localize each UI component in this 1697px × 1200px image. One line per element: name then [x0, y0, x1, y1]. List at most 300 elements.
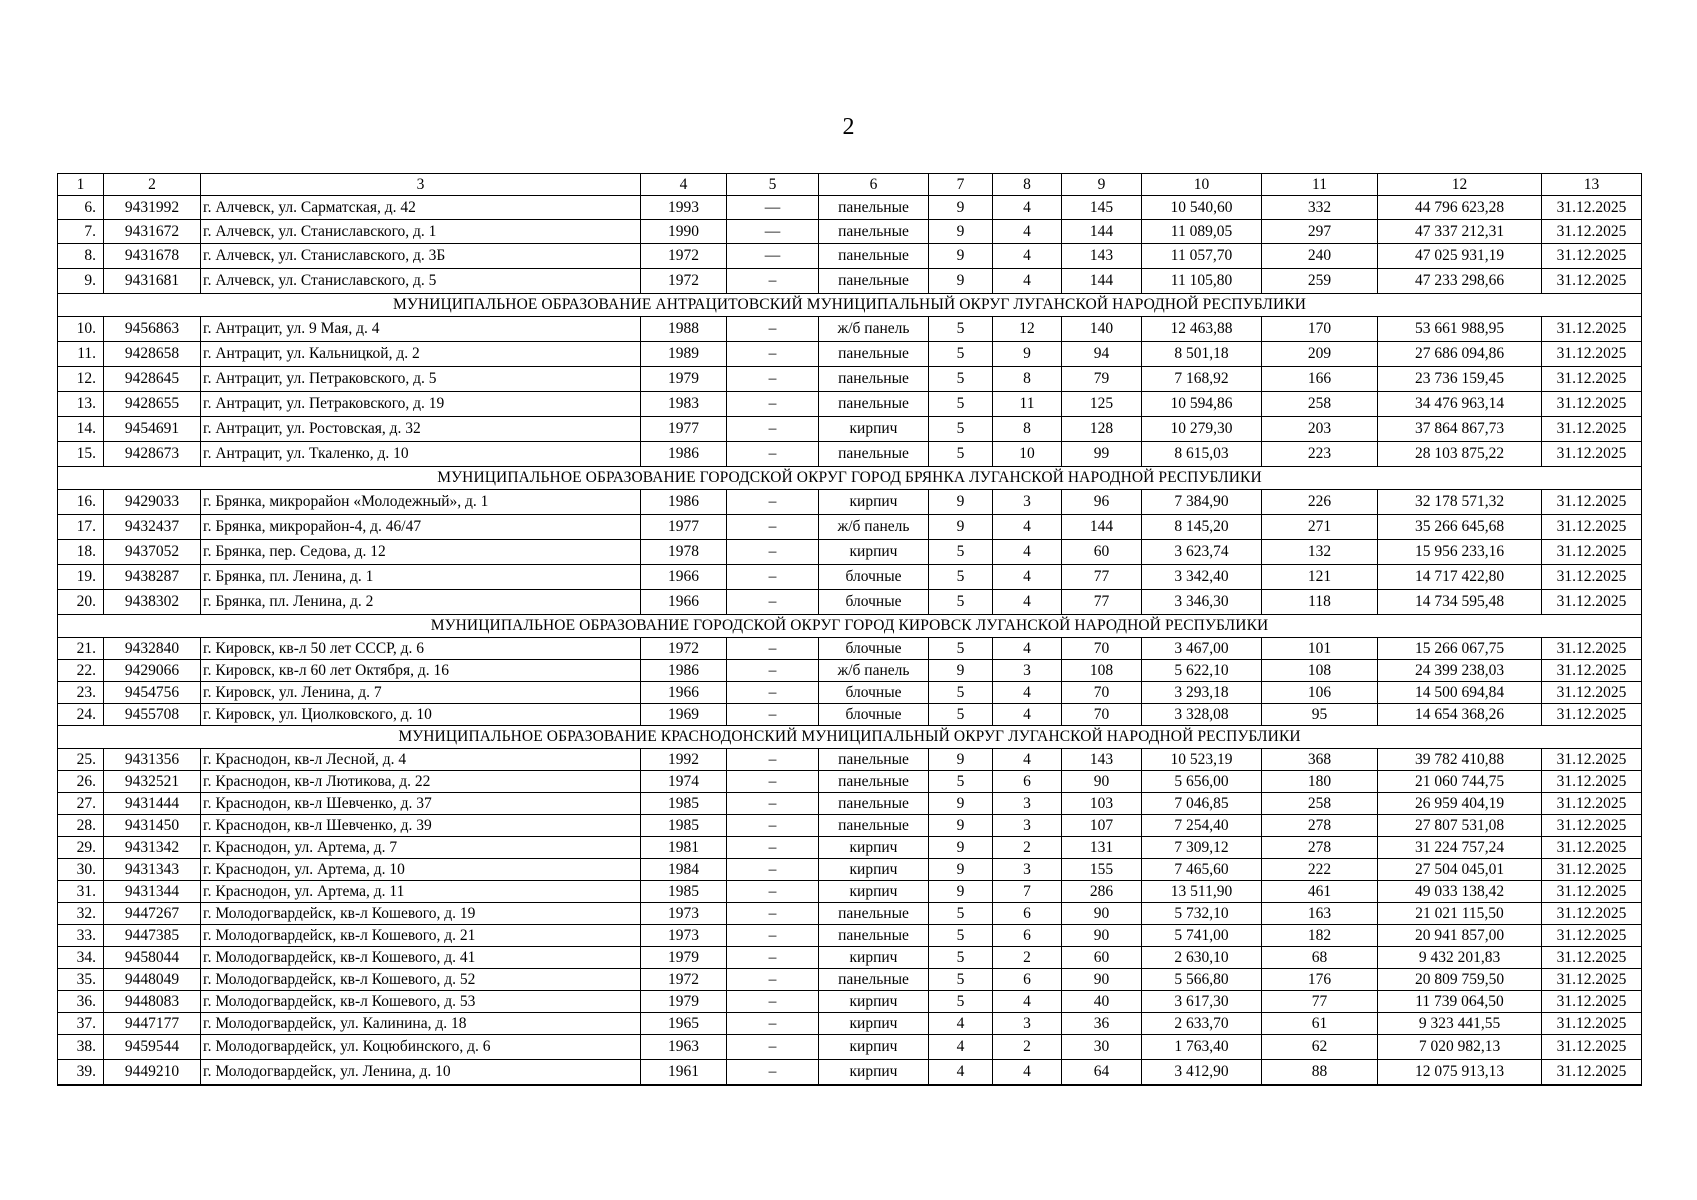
cell-deadline: 31.12.2025 — [1542, 540, 1642, 565]
table-row — [58, 682, 1642, 704]
cell-residents: 118 — [1262, 590, 1378, 615]
cell-cost: 14 717 422,80 — [1378, 565, 1542, 590]
cell-row-number: 15. — [58, 442, 104, 467]
cell-object-id: 9458044 — [104, 947, 201, 969]
cell-residents: 258 — [1262, 392, 1378, 417]
cell-deadline: 31.12.2025 — [1542, 342, 1642, 367]
cell-apartments: 144 — [1062, 269, 1142, 294]
cell-deadline: 31.12.2025 — [1542, 925, 1642, 947]
cell-object-id: 9431681 — [104, 269, 201, 294]
cell-row-number: 24. — [58, 704, 104, 726]
table-row — [58, 540, 1642, 565]
cell-deadline: 31.12.2025 — [1542, 367, 1642, 392]
cell-residents: 223 — [1262, 442, 1378, 467]
cell-year-reconstructed: – — [727, 590, 819, 615]
cell-wall-material: панельные — [819, 903, 929, 925]
cell-apartments: 286 — [1062, 881, 1142, 903]
cell-residents: 61 — [1262, 1013, 1378, 1035]
cell-address: г. Краснодон, кв-л Шевченко, д. 39 — [201, 815, 641, 837]
cell-object-id: 9428655 — [104, 392, 201, 417]
cell-area: 5 656,00 — [1142, 771, 1262, 793]
cell-year-reconstructed: – — [727, 793, 819, 815]
cell-area: 2 633,70 — [1142, 1013, 1262, 1035]
cell-year-reconstructed: – — [727, 1013, 819, 1035]
cell-address: г. Молодогвардейск, ул. Ленина, д. 10 — [201, 1060, 641, 1086]
cell-apartments: 107 — [1062, 815, 1142, 837]
cell-year-built: 1986 — [641, 442, 727, 467]
cell-residents: 278 — [1262, 837, 1378, 859]
cell-entrances: 4 — [993, 220, 1062, 244]
cell-residents: 163 — [1262, 903, 1378, 925]
cell-floors: 5 — [929, 392, 993, 417]
cell-address: г. Молодогвардейск, кв-л Кошевого, д. 19 — [201, 903, 641, 925]
cell-address: г. Молодогвардейск, ул. Коцюбинского, д. 6 — [201, 1035, 641, 1060]
cell-row-number: 19. — [58, 565, 104, 590]
cell-deadline: 31.12.2025 — [1542, 903, 1642, 925]
cell-year-built: 1966 — [641, 682, 727, 704]
cell-floors: 4 — [929, 1035, 993, 1060]
cell-apartments: 77 — [1062, 565, 1142, 590]
cell-wall-material: панельные — [819, 367, 929, 392]
cell-wall-material: ж/б панель — [819, 515, 929, 540]
cell-year-reconstructed: – — [727, 660, 819, 682]
section-header — [58, 615, 1642, 638]
cell-residents: 271 — [1262, 515, 1378, 540]
table-row — [58, 417, 1642, 442]
cell-residents: 209 — [1262, 342, 1378, 367]
cell-row-number: 37. — [58, 1013, 104, 1035]
cell-year-built: 1972 — [641, 244, 727, 269]
cell-year-built: 1983 — [641, 392, 727, 417]
cell-apartments: 144 — [1062, 220, 1142, 244]
cell-address: г. Краснодон, кв-л Лесной, д. 4 — [201, 749, 641, 771]
cell-row-number: 20. — [58, 590, 104, 615]
cell-wall-material: панельные — [819, 925, 929, 947]
cell-floors: 9 — [929, 244, 993, 269]
cell-year-reconstructed: – — [727, 704, 819, 726]
cell-cost: 31 224 757,24 — [1378, 837, 1542, 859]
cell-year-reconstructed: – — [727, 317, 819, 342]
cell-cost: 20 809 759,50 — [1378, 969, 1542, 991]
cell-floors: 5 — [929, 925, 993, 947]
cell-deadline: 31.12.2025 — [1542, 749, 1642, 771]
cell-wall-material: блочные — [819, 704, 929, 726]
cell-area: 3 623,74 — [1142, 540, 1262, 565]
cell-object-id: 9429033 — [104, 490, 201, 515]
column-header-apartments: 9 — [1062, 174, 1142, 196]
cell-deadline: 31.12.2025 — [1542, 771, 1642, 793]
cell-object-id: 9437052 — [104, 540, 201, 565]
cell-cost: 26 959 404,19 — [1378, 793, 1542, 815]
cell-apartments: 77 — [1062, 590, 1142, 615]
cell-entrances: 4 — [993, 749, 1062, 771]
cell-wall-material: блочные — [819, 590, 929, 615]
cell-apartments: 96 — [1062, 490, 1142, 515]
cell-apartments: 143 — [1062, 244, 1142, 269]
cell-area: 5 566,80 — [1142, 969, 1262, 991]
cell-residents: 101 — [1262, 638, 1378, 660]
table-row — [58, 859, 1642, 881]
cell-apartments: 103 — [1062, 793, 1142, 815]
cell-year-reconstructed: – — [727, 269, 819, 294]
cell-cost: 47 337 212,31 — [1378, 220, 1542, 244]
column-header-row-number: 1 — [58, 174, 104, 196]
cell-address: г. Краснодон, ул. Артема, д. 7 — [201, 837, 641, 859]
cell-residents: 77 — [1262, 991, 1378, 1013]
cell-row-number: 23. — [58, 682, 104, 704]
table-row — [58, 793, 1642, 815]
table-row — [58, 925, 1642, 947]
cell-residents: 461 — [1262, 881, 1378, 903]
cell-object-id: 9438287 — [104, 565, 201, 590]
cell-entrances: 8 — [993, 417, 1062, 442]
cell-wall-material: кирпич — [819, 540, 929, 565]
cell-address: г. Кировск, кв-л 60 лет Октября, д. 16 — [201, 660, 641, 682]
cell-area: 3 346,30 — [1142, 590, 1262, 615]
cell-entrances: 9 — [993, 342, 1062, 367]
cell-object-id: 9459544 — [104, 1035, 201, 1060]
cell-row-number: 26. — [58, 771, 104, 793]
cell-area: 8 615,03 — [1142, 442, 1262, 467]
cell-row-number: 34. — [58, 947, 104, 969]
cell-wall-material: кирпич — [819, 947, 929, 969]
cell-cost: 14 734 595,48 — [1378, 590, 1542, 615]
cell-row-number: 11. — [58, 342, 104, 367]
cell-cost: 47 233 298,66 — [1378, 269, 1542, 294]
cell-floors: 5 — [929, 417, 993, 442]
cell-address: г. Антрацит, ул. 9 Мая, д. 4 — [201, 317, 641, 342]
cell-area: 12 463,88 — [1142, 317, 1262, 342]
cell-row-number: 39. — [58, 1060, 104, 1086]
cell-floors: 5 — [929, 771, 993, 793]
cell-apartments: 90 — [1062, 969, 1142, 991]
cell-residents: 297 — [1262, 220, 1378, 244]
cell-row-number: 33. — [58, 925, 104, 947]
cell-floors: 9 — [929, 515, 993, 540]
housing-table — [57, 173, 1642, 1086]
column-header-entrances: 8 — [993, 174, 1062, 196]
cell-row-number: 27. — [58, 793, 104, 815]
cell-deadline: 31.12.2025 — [1542, 1013, 1642, 1035]
cell-address: г. Алчевск, ул. Станиславского, д. 3Б — [201, 244, 641, 269]
cell-address: г. Антрацит, ул. Кальницкой, д. 2 — [201, 342, 641, 367]
cell-year-built: 1979 — [641, 991, 727, 1013]
cell-row-number: 18. — [58, 540, 104, 565]
cell-cost: 15 266 067,75 — [1378, 638, 1542, 660]
cell-row-number: 32. — [58, 903, 104, 925]
cell-entrances: 10 — [993, 442, 1062, 467]
cell-deadline: 31.12.2025 — [1542, 660, 1642, 682]
column-header-floors: 7 — [929, 174, 993, 196]
cell-entrances: 11 — [993, 392, 1062, 417]
cell-deadline: 31.12.2025 — [1542, 220, 1642, 244]
cell-year-reconstructed: – — [727, 367, 819, 392]
cell-year-built: 1986 — [641, 490, 727, 515]
table-row — [58, 771, 1642, 793]
cell-apartments: 155 — [1062, 859, 1142, 881]
cell-wall-material: кирпич — [819, 991, 929, 1013]
cell-row-number: 36. — [58, 991, 104, 1013]
cell-deadline: 31.12.2025 — [1542, 837, 1642, 859]
cell-object-id: 9431678 — [104, 244, 201, 269]
cell-address: г. Брянка, микрорайон-4, д. 46/47 — [201, 515, 641, 540]
cell-year-reconstructed: – — [727, 925, 819, 947]
cell-floors: 9 — [929, 881, 993, 903]
cell-entrances: 6 — [993, 903, 1062, 925]
section-header — [58, 726, 1642, 749]
cell-row-number: 21. — [58, 638, 104, 660]
cell-wall-material: кирпич — [819, 1060, 929, 1086]
cell-area: 10 523,19 — [1142, 749, 1262, 771]
cell-apartments: 140 — [1062, 317, 1142, 342]
cell-floors: 5 — [929, 590, 993, 615]
table-row — [58, 749, 1642, 771]
cell-object-id: 9429066 — [104, 660, 201, 682]
cell-area: 7 384,90 — [1142, 490, 1262, 515]
cell-entrances: 4 — [993, 540, 1062, 565]
cell-entrances: 6 — [993, 969, 1062, 991]
cell-residents: 332 — [1262, 196, 1378, 220]
cell-entrances: 3 — [993, 793, 1062, 815]
cell-area: 3 328,08 — [1142, 704, 1262, 726]
cell-residents: 226 — [1262, 490, 1378, 515]
cell-apartments: 128 — [1062, 417, 1142, 442]
cell-object-id: 9432521 — [104, 771, 201, 793]
cell-row-number: 12. — [58, 367, 104, 392]
table-row — [58, 1013, 1642, 1035]
cell-entrances: 8 — [993, 367, 1062, 392]
cell-year-built: 1974 — [641, 771, 727, 793]
cell-floors: 5 — [929, 682, 993, 704]
cell-year-built: 1965 — [641, 1013, 727, 1035]
cell-cost: 27 807 531,08 — [1378, 815, 1542, 837]
cell-address: г. Антрацит, ул. Петраковского, д. 19 — [201, 392, 641, 417]
cell-area: 7 465,60 — [1142, 859, 1262, 881]
cell-entrances: 12 — [993, 317, 1062, 342]
cell-cost: 37 864 867,73 — [1378, 417, 1542, 442]
cell-wall-material: кирпич — [819, 490, 929, 515]
cell-floors: 5 — [929, 969, 993, 991]
cell-object-id: 9428658 — [104, 342, 201, 367]
cell-cost: 35 266 645,68 — [1378, 515, 1542, 540]
cell-floors: 9 — [929, 220, 993, 244]
cell-address: г. Кировск, кв-л 50 лет СССР, д. 6 — [201, 638, 641, 660]
section-header — [58, 467, 1642, 490]
table-row — [58, 590, 1642, 615]
cell-entrances: 4 — [993, 269, 1062, 294]
cell-object-id: 9431356 — [104, 749, 201, 771]
cell-area: 2 630,10 — [1142, 947, 1262, 969]
cell-year-built: 1990 — [641, 220, 727, 244]
cell-cost: 39 782 410,88 — [1378, 749, 1542, 771]
cell-cost: 32 178 571,32 — [1378, 490, 1542, 515]
cell-address: г. Антрацит, ул. Ростовская, д. 32 — [201, 417, 641, 442]
column-header-address: 3 — [201, 174, 641, 196]
cell-cost: 27 686 094,86 — [1378, 342, 1542, 367]
cell-residents: 166 — [1262, 367, 1378, 392]
cell-apartments: 60 — [1062, 540, 1142, 565]
cell-apartments: 94 — [1062, 342, 1142, 367]
cell-floors: 4 — [929, 1060, 993, 1086]
cell-area: 7 046,85 — [1142, 793, 1262, 815]
cell-apartments: 40 — [1062, 991, 1142, 1013]
cell-area: 7 254,40 — [1142, 815, 1262, 837]
cell-year-built: 1973 — [641, 925, 727, 947]
cell-apartments: 70 — [1062, 704, 1142, 726]
cell-cost: 20 941 857,00 — [1378, 925, 1542, 947]
cell-year-built: 1972 — [641, 269, 727, 294]
table-row — [58, 815, 1642, 837]
cell-floors: 9 — [929, 749, 993, 771]
cell-wall-material: панельные — [819, 771, 929, 793]
page-number: 2 — [842, 114, 855, 140]
table-row — [58, 196, 1642, 220]
cell-floors: 9 — [929, 269, 993, 294]
cell-year-reconstructed: – — [727, 947, 819, 969]
cell-area: 3 293,18 — [1142, 682, 1262, 704]
cell-deadline: 31.12.2025 — [1542, 590, 1642, 615]
cell-object-id: 9431672 — [104, 220, 201, 244]
cell-residents: 121 — [1262, 565, 1378, 590]
cell-apartments: 30 — [1062, 1035, 1142, 1060]
cell-cost: 9 323 441,55 — [1378, 1013, 1542, 1035]
cell-object-id: 9454691 — [104, 417, 201, 442]
cell-entrances: 3 — [993, 660, 1062, 682]
cell-deadline: 31.12.2025 — [1542, 392, 1642, 417]
cell-floors: 5 — [929, 540, 993, 565]
cell-cost: 23 736 159,45 — [1378, 367, 1542, 392]
cell-row-number: 13. — [58, 392, 104, 417]
cell-apartments: 143 — [1062, 749, 1142, 771]
cell-object-id: 9431992 — [104, 196, 201, 220]
cell-address: г. Краснодон, ул. Артема, д. 10 — [201, 859, 641, 881]
cell-row-number: 22. — [58, 660, 104, 682]
table-row — [58, 638, 1642, 660]
cell-year-reconstructed: – — [727, 837, 819, 859]
cell-row-number: 7. — [58, 220, 104, 244]
cell-wall-material: панельные — [819, 969, 929, 991]
table-row — [58, 947, 1642, 969]
cell-deadline: 31.12.2025 — [1542, 815, 1642, 837]
cell-entrances: 4 — [993, 590, 1062, 615]
table-row — [58, 490, 1642, 515]
cell-floors: 5 — [929, 342, 993, 367]
cell-deadline: 31.12.2025 — [1542, 947, 1642, 969]
cell-year-reconstructed: – — [727, 442, 819, 467]
cell-floors: 9 — [929, 837, 993, 859]
cell-deadline: 31.12.2025 — [1542, 417, 1642, 442]
cell-floors: 5 — [929, 903, 993, 925]
cell-deadline: 31.12.2025 — [1542, 682, 1642, 704]
cell-apartments: 108 — [1062, 660, 1142, 682]
table-body — [58, 174, 1642, 1086]
cell-deadline: 31.12.2025 — [1542, 969, 1642, 991]
cell-row-number: 10. — [58, 317, 104, 342]
cell-floors: 9 — [929, 815, 993, 837]
cell-object-id: 9431343 — [104, 859, 201, 881]
cell-deadline: 31.12.2025 — [1542, 1035, 1642, 1060]
cell-year-built: 1973 — [641, 903, 727, 925]
cell-object-id: 9438302 — [104, 590, 201, 615]
cell-floors: 5 — [929, 367, 993, 392]
cell-cost: 9 432 201,83 — [1378, 947, 1542, 969]
cell-year-built: 1979 — [641, 367, 727, 392]
cell-wall-material: кирпич — [819, 837, 929, 859]
cell-address: г. Алчевск, ул. Станиславского, д. 1 — [201, 220, 641, 244]
table-row — [58, 881, 1642, 903]
cell-row-number: 6. — [58, 196, 104, 220]
cell-apartments: 60 — [1062, 947, 1142, 969]
cell-object-id: 9431344 — [104, 881, 201, 903]
cell-residents: 108 — [1262, 660, 1378, 682]
cell-year-built: 1981 — [641, 837, 727, 859]
cell-floors: 9 — [929, 859, 993, 881]
cell-address: г. Кировск, ул. Ленина, д. 7 — [201, 682, 641, 704]
cell-deadline: 31.12.2025 — [1542, 881, 1642, 903]
cell-wall-material: кирпич — [819, 1035, 929, 1060]
cell-year-built: 1985 — [641, 793, 727, 815]
cell-residents: 62 — [1262, 1035, 1378, 1060]
cell-row-number: 9. — [58, 269, 104, 294]
cell-year-reconstructed: – — [727, 392, 819, 417]
cell-floors: 5 — [929, 317, 993, 342]
cell-year-reconstructed: — — [727, 196, 819, 220]
cell-object-id: 9454756 — [104, 682, 201, 704]
column-header-row — [58, 174, 1642, 196]
cell-address: г. Брянка, микрорайон «Молодежный», д. 1 — [201, 490, 641, 515]
cell-deadline: 31.12.2025 — [1542, 638, 1642, 660]
cell-residents: 68 — [1262, 947, 1378, 969]
cell-deadline: 31.12.2025 — [1542, 1060, 1642, 1086]
cell-year-built: 1985 — [641, 815, 727, 837]
cell-year-built: 1993 — [641, 196, 727, 220]
cell-address: г. Брянка, пл. Ленина, д. 2 — [201, 590, 641, 615]
cell-year-reconstructed: – — [727, 903, 819, 925]
cell-apartments: 90 — [1062, 771, 1142, 793]
cell-area: 3 342,40 — [1142, 565, 1262, 590]
cell-area: 5 741,00 — [1142, 925, 1262, 947]
cell-object-id: 9447385 — [104, 925, 201, 947]
table-row — [58, 392, 1642, 417]
cell-apartments: 145 — [1062, 196, 1142, 220]
cell-address: г. Брянка, пер. Седова, д. 12 — [201, 540, 641, 565]
cell-wall-material: кирпич — [819, 859, 929, 881]
cell-object-id: 9448049 — [104, 969, 201, 991]
cell-residents: 88 — [1262, 1060, 1378, 1086]
cell-year-built: 1961 — [641, 1060, 727, 1086]
cell-residents: 182 — [1262, 925, 1378, 947]
cell-entrances: 4 — [993, 638, 1062, 660]
cell-year-reconstructed: — — [727, 244, 819, 269]
cell-cost: 49 033 138,42 — [1378, 881, 1542, 903]
table-row — [58, 969, 1642, 991]
column-header-year-reconstructed: 5 — [727, 174, 819, 196]
cell-entrances: 4 — [993, 704, 1062, 726]
cell-year-built: 1972 — [641, 638, 727, 660]
cell-year-reconstructed: – — [727, 881, 819, 903]
cell-entrances: 4 — [993, 196, 1062, 220]
cell-wall-material: панельные — [819, 244, 929, 269]
cell-wall-material: ж/б панель — [819, 660, 929, 682]
cell-residents: 176 — [1262, 969, 1378, 991]
cell-area: 5 732,10 — [1142, 903, 1262, 925]
cell-deadline: 31.12.2025 — [1542, 991, 1642, 1013]
table-row — [58, 317, 1642, 342]
cell-entrances: 3 — [993, 859, 1062, 881]
cell-wall-material: кирпич — [819, 881, 929, 903]
cell-object-id: 9447267 — [104, 903, 201, 925]
cell-area: 7 309,12 — [1142, 837, 1262, 859]
